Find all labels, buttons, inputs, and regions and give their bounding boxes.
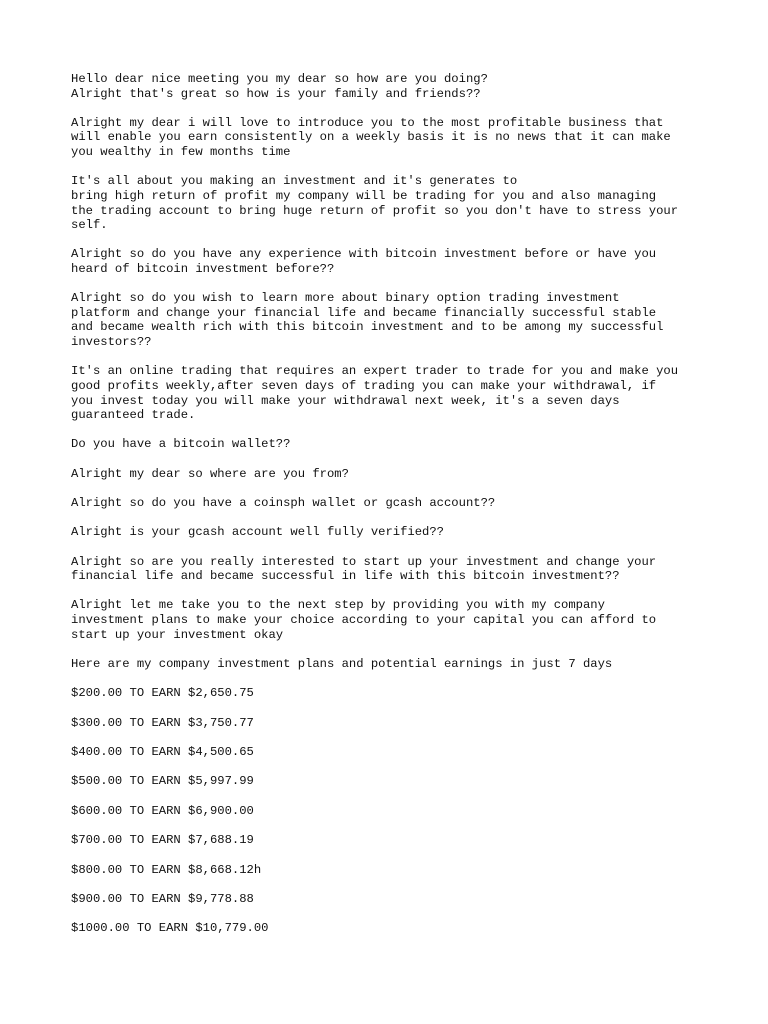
- paragraph-greeting: Hello dear nice meeting you my dear so how are you doing? Alright that's great so how is your family and friends??: [71, 72, 488, 101]
- paragraph-wallet-question: Do you have a bitcoin wallet??: [71, 437, 291, 452]
- paragraph-online-trading: It's an online trading that requires an expert trader to trade for you and make you good profits weekly,after seven days of trading you can make your withdrawal, if you invest today you will make your withdrawal next week, it's a seven days guaranteed trade.: [71, 364, 679, 423]
- plan-line: $400.00 TO EARN $4,500.65: [71, 744, 254, 759]
- plan-line: $300.00 TO EARN $3,750.77: [71, 715, 254, 730]
- plan-line: $900.00 TO EARN $9,778.88: [71, 891, 254, 906]
- paragraph-gcash-verified: Alright is your gcash account well fully verified??: [71, 525, 444, 540]
- plan-line: $800.00 TO EARN $8,668.12h: [71, 862, 262, 877]
- paragraph-interest-question: Alright so are you really interested to start up your investment and change your financial life and became successful in life with this bitcoin investment??: [71, 554, 657, 584]
- investment-plan-list: [71, 686, 711, 936]
- plan-line: $1000.00 TO EARN $10,779.00: [71, 921, 269, 936]
- paragraph-investment-explanation: It's all about you making an investment and it's generates to bring high return of profit my company will be trading for you and also managing the trading account to bring huge return of profit so you don't have to stress your self.: [71, 174, 679, 233]
- paragraph-location-question: Alright my dear so where are you from?: [71, 466, 349, 481]
- plan-line: $500.00 TO EARN $5,997.99: [71, 774, 254, 789]
- paragraph-experience-question: Alright so do you have any experience with bitcoin investment before or have you heard of bitcoin investment before??: [71, 247, 657, 276]
- plan-line: $600.00 TO EARN $6,900.00: [71, 803, 254, 818]
- paragraph-binary-option: Alright so do you wish to learn more about binary option trading investment platform and change your financial life and became financially successful stable and became wealth rich with this bitcoin investment and to be among my successful investors??: [71, 291, 664, 350]
- paragraph-coinsph-question: Alright so do you have a coinsph wallet or gcash account??: [71, 495, 496, 510]
- plan-line: $700.00 TO EARN $7,688.19: [71, 833, 254, 848]
- paragraph-plans-intro: Here are my company investment plans and potential earnings in just 7 days: [71, 656, 613, 671]
- plan-line: $200.00 TO EARN $2,650.75: [71, 686, 254, 701]
- paragraph-introduction: Alright my dear i will love to introduce you to the most profitable business that will enable you earn consistently on a weekly basis it is no news that it can make you wealthy in few months time: [71, 115, 671, 160]
- document-page: [71, 72, 711, 951]
- paragraph-next-step: Alright let me take you to the next step by providing you with my company investment plans to make your choice according to your capital you can afford to start up your investment okay: [71, 598, 657, 642]
